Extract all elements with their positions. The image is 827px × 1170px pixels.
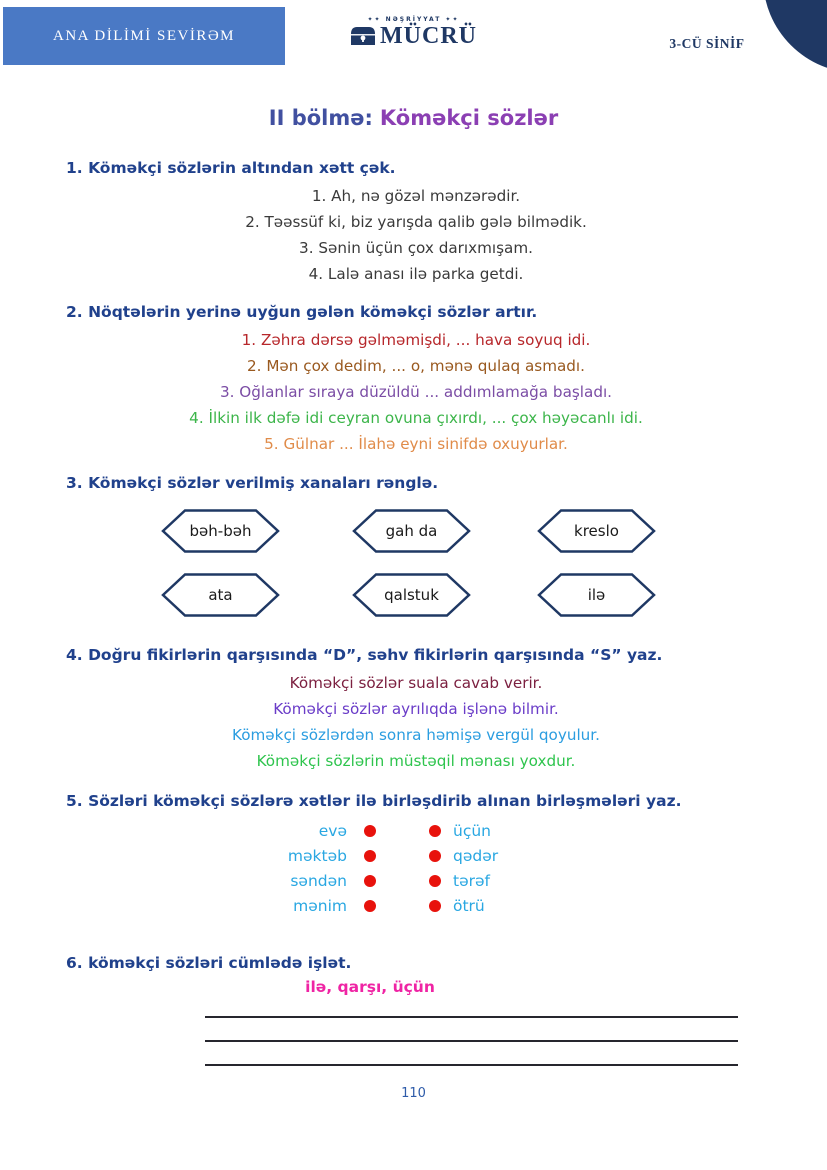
match-word-left: mənim	[293, 896, 347, 915]
exercise-5-heading: 5. Sözləri köməkçi sözlərə xətlər ilə birləşdirib alınan birləşmələri yaz.	[66, 792, 682, 810]
exercise-1-sentence: 3. Sənin üçün çox darıxmışam.	[299, 239, 533, 257]
exercise-6-word-bank: ilə, qarşı, üçün	[305, 978, 435, 996]
match-dot-left[interactable]	[364, 900, 376, 912]
answer-line[interactable]	[205, 1064, 738, 1066]
chest-icon	[350, 26, 376, 47]
exercise-4-statement: Köməkçi sözlər suala cavab verir.	[289, 674, 543, 692]
match-word-left: səndən	[290, 871, 347, 890]
match-row	[283, 868, 498, 893]
answer-line[interactable]	[205, 1016, 738, 1018]
hex-cell-label: qalstuk	[384, 586, 439, 604]
match-dot-right[interactable]	[429, 850, 441, 862]
exercise-2	[66, 303, 766, 457]
exercise-1-sentence: 4. Lalə anası ilə parka getdi.	[308, 265, 524, 283]
exercise-6	[66, 954, 766, 978]
exercise-1-sentence: 1. Ah, nə gözəl mənzərədir.	[311, 187, 521, 205]
hex-cell-label: ata	[208, 586, 233, 604]
hex-cell[interactable]	[161, 508, 280, 554]
hex-cell-label: ilə	[587, 586, 606, 604]
exercise-4-statement: Köməkçi sözlərin müstəqil mənası yoxdur.	[256, 752, 576, 770]
match-dot-left[interactable]	[364, 875, 376, 887]
match-row	[283, 893, 498, 918]
match-dot-right[interactable]	[429, 900, 441, 912]
publisher-tagline: ✦✦ NƏŞRİYYAT ✦✦	[0, 16, 827, 23]
match-word-left: məktəb	[287, 846, 347, 865]
exercise-4-statement: Köməkçi sözlər ayrılıqda işlənə bilmir.	[273, 700, 559, 718]
exercise-2-sentence: 5. Gülnar ... İlahə eyni sinifdə oxuyurlar.	[264, 435, 568, 453]
exercise-2-sentence: 3. Oğlanlar sıraya düzüldü ... addımlamağa başladı.	[219, 383, 613, 401]
page-number: 110	[401, 1086, 426, 1101]
exercise-1-heading: 1. Köməkçi sözlərin altından xətt çək.	[66, 159, 396, 177]
hex-cell[interactable]	[352, 572, 471, 618]
match-word-right: üçün	[453, 821, 491, 840]
match-dot-right[interactable]	[429, 875, 441, 887]
match-word-right: qədər	[453, 846, 499, 865]
match-dot-right[interactable]	[429, 825, 441, 837]
exercise-3-cells	[66, 508, 766, 618]
exercise-2-sentence: 1. Zəhra dərsə gəlməmişdi, ... hava soyuq idi.	[241, 331, 591, 349]
exercise-1	[66, 159, 766, 287]
match-word-left: evə	[318, 821, 347, 840]
exercise-4-statement: Köməkçi sözlərdən sonra həmişə vergül qoyulur.	[232, 726, 600, 744]
matching-area	[283, 818, 498, 918]
exercise-5	[66, 792, 766, 816]
exercise-2-heading: 2. Nöqtələrin yerinə uyğun gələn köməkçi sözlər artır.	[66, 303, 538, 321]
match-word-right: ötrü	[453, 896, 485, 915]
series-banner-label: ANA DİLİMİ SEVİRƏM	[53, 27, 235, 44]
exercise-3	[66, 474, 766, 498]
page-title-topic: Köməkçi sözlər	[379, 106, 559, 130]
page-title-section: II bölmə:	[268, 106, 373, 130]
exercise-4-heading: 4. Doğru fikirlərin qarşısında “D”, səhv fikirlərin qarşısında “S” yaz.	[66, 646, 663, 664]
match-row	[283, 818, 498, 843]
grade-label: 3-CÜ SİNİF	[669, 36, 745, 51]
match-dot-left[interactable]	[364, 825, 376, 837]
exercise-2-sentence: 4. İlkin ilk dəfə idi ceyran ovuna çıxırdı, ... çox həyəcanlı idi.	[189, 409, 643, 427]
exercise-6-heading: 6. köməkçi sözləri cümlədə işlət.	[66, 954, 352, 972]
match-row	[283, 843, 498, 868]
hex-cell[interactable]	[537, 572, 656, 618]
hex-cell-label: bəh-bəh	[189, 522, 252, 540]
match-dot-left[interactable]	[364, 850, 376, 862]
exercise-1-sentence: 2. Təəssüf ki, biz yarışda qalib gələ bilmədik.	[245, 213, 587, 231]
hex-cell[interactable]	[161, 572, 280, 618]
hex-cell[interactable]	[352, 508, 471, 554]
answer-line[interactable]	[205, 1040, 738, 1042]
page-title	[0, 106, 827, 130]
hex-cell-label: gah da	[385, 522, 438, 540]
match-word-right: tərəf	[453, 871, 490, 890]
exercise-2-sentence: 2. Mən çox dedim, ... o, mənə qulaq asmadı.	[247, 357, 585, 375]
hex-cell[interactable]	[537, 508, 656, 554]
publisher-name: MÜCRÜ	[380, 23, 477, 49]
hex-cell-label: kreslo	[574, 522, 619, 540]
exercise-3-heading: 3. Köməkçi sözlər verilmiş xanaları rənglə.	[66, 474, 439, 492]
exercise-4	[66, 646, 766, 774]
